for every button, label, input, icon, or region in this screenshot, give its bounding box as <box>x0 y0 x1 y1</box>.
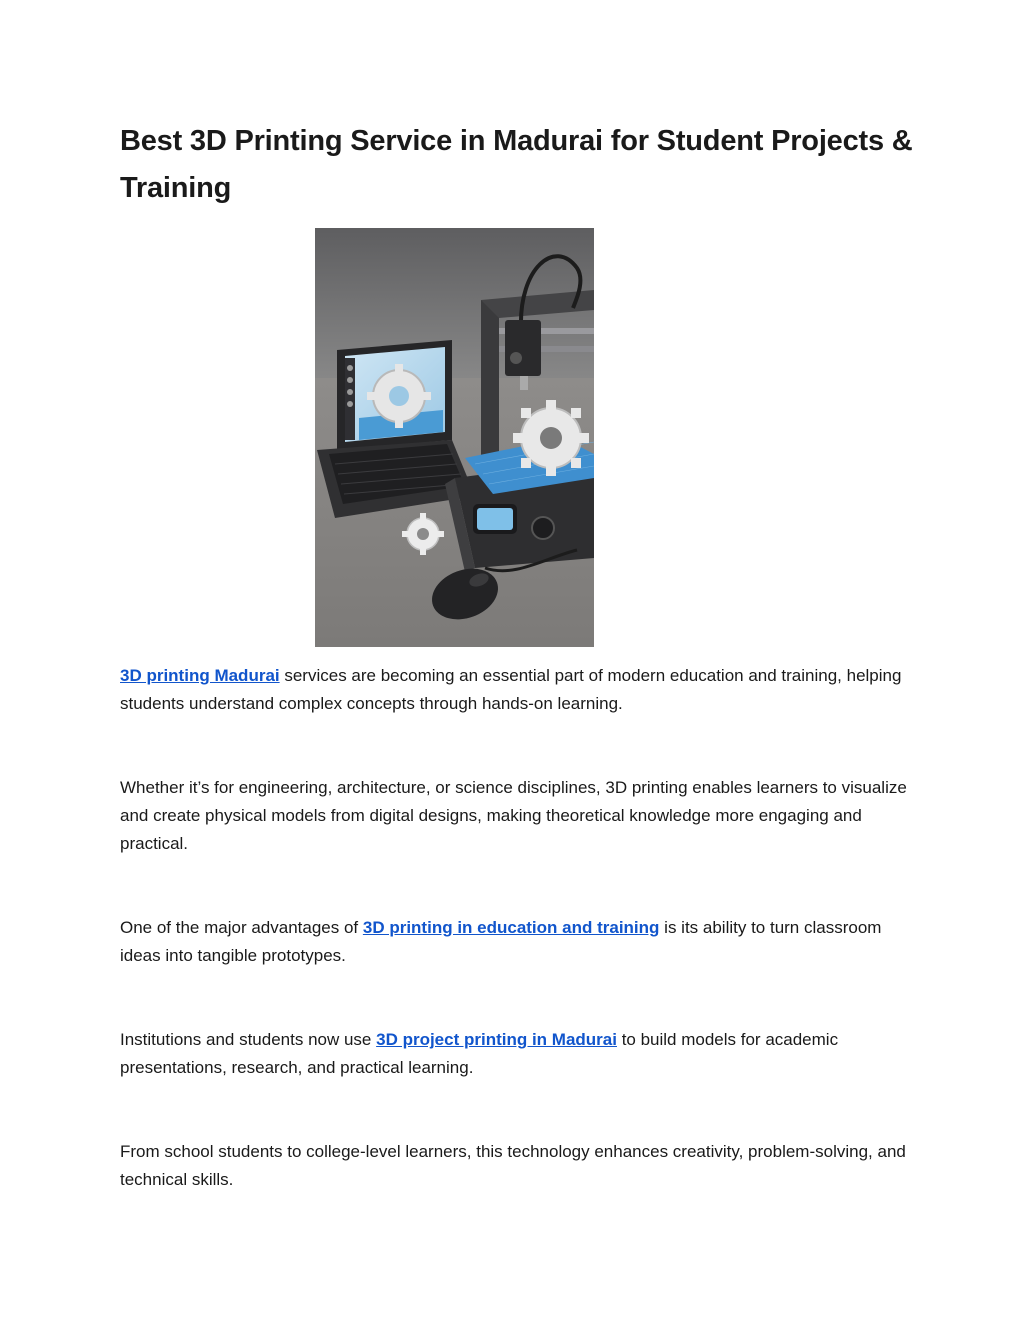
link-3d-project-printing-madurai[interactable]: 3D project printing in Madurai <box>376 1030 617 1049</box>
link-3d-printing-madurai[interactable]: 3D printing Madurai <box>120 666 280 685</box>
paragraph-text: is its ability to turn classroom ideas into tangible prototypes. <box>120 918 882 965</box>
3d-printer-illustration-icon <box>315 228 594 647</box>
paragraph-intro <box>120 662 920 718</box>
paragraph-text: services are becoming an essential part of modern education and training, helping students understand complex concepts through hands-on learning. <box>120 666 902 713</box>
page-title: Best 3D Printing Service in Madurai for Student Projects & Training <box>120 125 913 204</box>
paragraph-text: Institutions and students now use <box>120 1030 377 1049</box>
paragraph-text: to build models for academic presentations, research, and practical learning. <box>120 1030 839 1077</box>
paragraph-advantages <box>120 914 920 970</box>
hero-image <box>315 228 594 647</box>
paragraph-text: From school students to college-level learners, this technology enhances creativity, problem-solving, and technical skills. <box>120 1142 906 1189</box>
paragraph-learners <box>120 1138 920 1194</box>
paragraph-text: Whether it’s for engineering, architecture, or science disciplines, 3D printing enables learners to visualize and create physical models from digital designs, making theoretical knowledge more engaging and practical. <box>120 778 907 853</box>
paragraph-text: One of the major advantages of <box>120 918 363 937</box>
paragraph-disciplines <box>120 774 920 858</box>
link-3d-printing-education-training[interactable]: 3D printing in education and training <box>362 918 660 937</box>
paragraph-institutions <box>120 1026 920 1082</box>
